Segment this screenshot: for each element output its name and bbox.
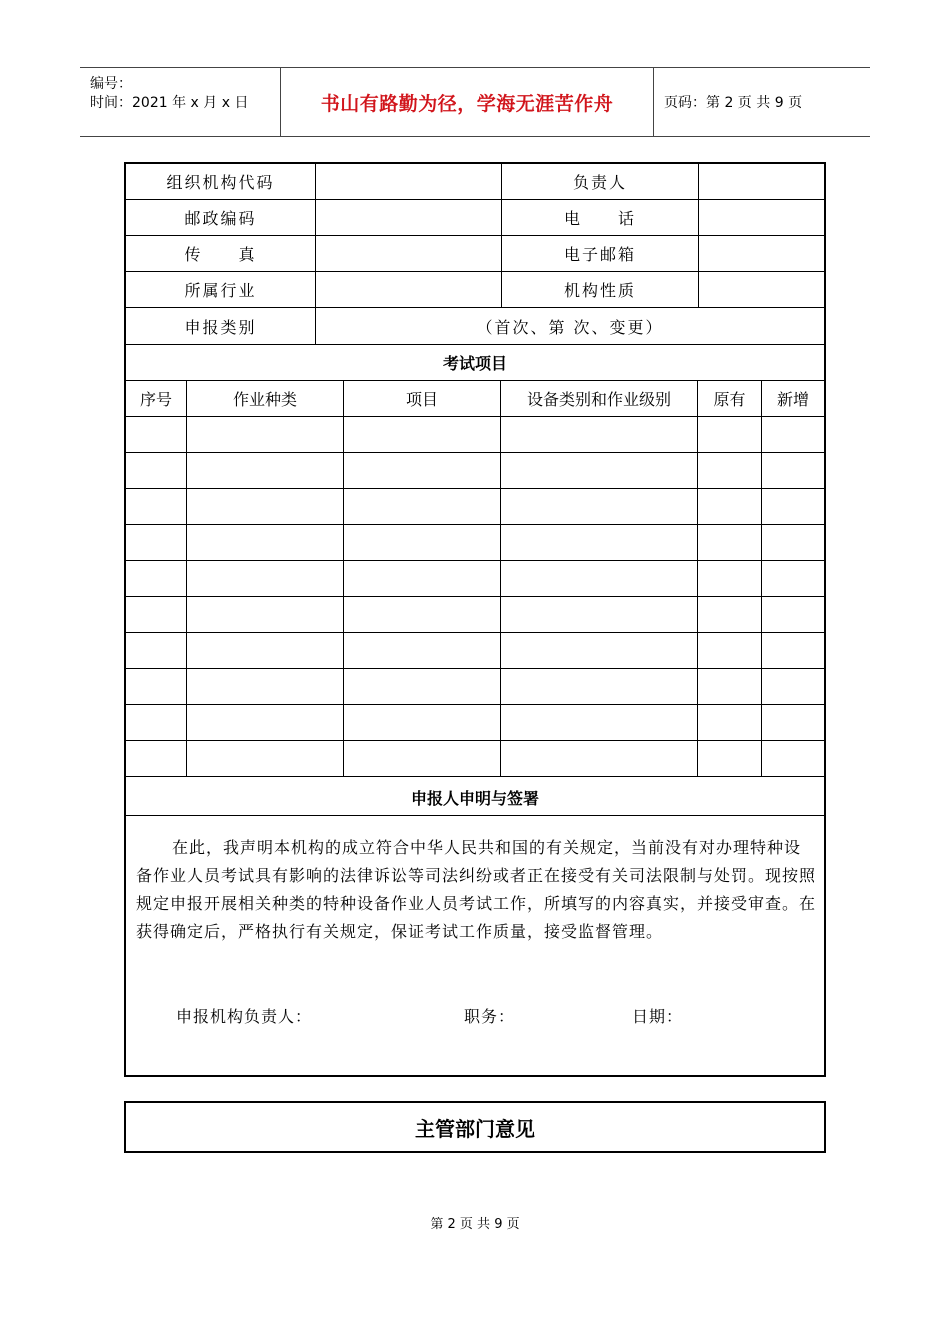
exam-header-original: 原有 (698, 381, 762, 417)
exam-cell-work-type[interactable] (187, 417, 344, 453)
page-header (80, 67, 870, 137)
exam-cell-original[interactable] (698, 705, 762, 741)
exam-cell-new[interactable] (762, 489, 824, 525)
declaration-text: 在此，我声明本机构的成立符合中华人民共和国的有关规定，当前没有对办理特种设备作业人员考试具有影响的法律诉讼等司法纠纷或者正在接受有关司法限制与处罚。现按照规定申报开展相关种类的特种设备作业人员考试工作，所填写的内容真实，并接受审查。在获得确定后，严格执行有关规定，保证考试工作质量，接受监督管理。 (136, 838, 817, 941)
exam-cell-new[interactable] (762, 417, 824, 453)
exam-cell-seq[interactable] (126, 633, 187, 669)
exam-cell-seq[interactable] (126, 453, 187, 489)
exam-cell-item[interactable] (344, 597, 501, 633)
header-meta (80, 68, 281, 136)
exam-cell-work-type[interactable] (187, 741, 344, 777)
exam-cell-category-level[interactable] (501, 525, 698, 561)
email-field[interactable] (699, 236, 824, 272)
exam-cell-work-type[interactable] (187, 597, 344, 633)
opinion-box (124, 1101, 826, 1153)
exam-cell-work-type[interactable] (187, 669, 344, 705)
info-label-postcode: 邮政编码 (126, 200, 316, 236)
opinion-title: 主管部门意见 (415, 1116, 535, 1141)
apply-type-options[interactable]: （首次、第 次、变更） (316, 308, 824, 345)
phone-field[interactable] (699, 200, 824, 236)
exam-cell-category-level[interactable] (501, 633, 698, 669)
exam-cell-original[interactable] (698, 741, 762, 777)
org-code-field[interactable] (316, 164, 502, 200)
exam-cell-category-level[interactable] (501, 705, 698, 741)
exam-cell-original[interactable] (698, 633, 762, 669)
info-label-phone: 电 话 (502, 200, 699, 236)
exam-cell-item[interactable] (344, 561, 501, 597)
exam-cell-category-level[interactable] (501, 417, 698, 453)
exam-cell-original[interactable] (698, 525, 762, 561)
exam-header-category-level: 设备类别和作业级别 (501, 381, 698, 417)
exam-cell-item[interactable] (344, 453, 501, 489)
exam-cell-category-level[interactable] (501, 489, 698, 525)
exam-cell-original[interactable] (698, 669, 762, 705)
person-field[interactable] (699, 164, 824, 200)
exam-cell-original[interactable] (698, 597, 762, 633)
exam-cell-seq[interactable] (126, 489, 187, 525)
exam-cell-new[interactable] (762, 705, 824, 741)
exam-cell-category-level[interactable] (501, 561, 698, 597)
header-motto-cell (281, 68, 654, 136)
info-label-email: 电子邮箱 (502, 236, 699, 272)
info-label-nature: 机构性质 (502, 272, 699, 308)
exam-cell-seq[interactable] (126, 669, 187, 705)
exam-cell-new[interactable] (762, 597, 824, 633)
motto: 书山有路勤为径，学海无涯苦作舟 (320, 92, 614, 115)
nature-field[interactable] (699, 272, 824, 308)
info-label-fax: 传 真 (126, 236, 316, 272)
exam-cell-new[interactable] (762, 669, 824, 705)
exam-cell-seq[interactable] (126, 525, 187, 561)
fax-field[interactable] (316, 236, 502, 272)
exam-header-work-type: 作业种类 (187, 381, 344, 417)
number-label: 编号： (90, 76, 132, 92)
exam-cell-work-type[interactable] (187, 633, 344, 669)
exam-cell-seq[interactable] (126, 705, 187, 741)
sign-person-label: 申报机构负责人： (176, 1007, 313, 1026)
exam-cell-new[interactable] (762, 633, 824, 669)
exam-cell-work-type[interactable] (187, 453, 344, 489)
application-form (124, 162, 826, 1077)
exam-header-item: 项目 (344, 381, 501, 417)
info-label-person: 负责人 (502, 164, 699, 200)
exam-cell-seq[interactable] (126, 561, 187, 597)
exam-cell-new[interactable] (762, 453, 824, 489)
page-label: 页码：第 2 页 共 9 页 (664, 95, 803, 111)
apply-type-label: 申报类别 (126, 308, 316, 345)
exam-cell-work-type[interactable] (187, 705, 344, 741)
exam-cell-item[interactable] (344, 489, 501, 525)
exam-cell-new[interactable] (762, 741, 824, 777)
exam-cell-category-level[interactable] (501, 669, 698, 705)
exam-cell-work-type[interactable] (187, 525, 344, 561)
postcode-field[interactable] (316, 200, 502, 236)
exam-cell-original[interactable] (698, 417, 762, 453)
exam-cell-work-type[interactable] (187, 561, 344, 597)
exam-cell-seq[interactable] (126, 741, 187, 777)
exam-cell-item[interactable] (344, 669, 501, 705)
declaration-title: 申报人申明与签署 (126, 780, 824, 816)
exam-cell-category-level[interactable] (501, 741, 698, 777)
exam-header-seq: 序号 (126, 381, 187, 417)
exam-cell-item[interactable] (344, 417, 501, 453)
sign-title-label: 职务： (464, 1007, 516, 1026)
sign-date-label: 日期： (632, 1007, 684, 1026)
exam-section-title: 考试项目 (126, 345, 824, 381)
exam-cell-original[interactable] (698, 561, 762, 597)
time-label: 时间：2021 年 x 月 x 日 (90, 95, 249, 111)
exam-cell-new[interactable] (762, 525, 824, 561)
exam-cell-new[interactable] (762, 561, 824, 597)
exam-cell-seq[interactable] (126, 597, 187, 633)
info-label-industry: 所属行业 (126, 272, 316, 308)
exam-cell-item[interactable] (344, 633, 501, 669)
page-footer: 第 2 页 共 9 页 (430, 1217, 520, 1232)
header-page-cell (654, 68, 870, 136)
exam-cell-category-level[interactable] (501, 597, 698, 633)
exam-cell-item[interactable] (344, 705, 501, 741)
exam-cell-seq[interactable] (126, 417, 187, 453)
industry-field[interactable] (316, 272, 502, 308)
exam-cell-original[interactable] (698, 489, 762, 525)
exam-cell-item[interactable] (344, 525, 501, 561)
exam-cell-item[interactable] (344, 741, 501, 777)
exam-header-new: 新增 (762, 381, 824, 417)
info-label-org-code: 组织机构代码 (126, 164, 316, 200)
exam-cell-category-level[interactable] (501, 453, 698, 489)
exam-cell-work-type[interactable] (187, 489, 344, 525)
exam-cell-original[interactable] (698, 453, 762, 489)
